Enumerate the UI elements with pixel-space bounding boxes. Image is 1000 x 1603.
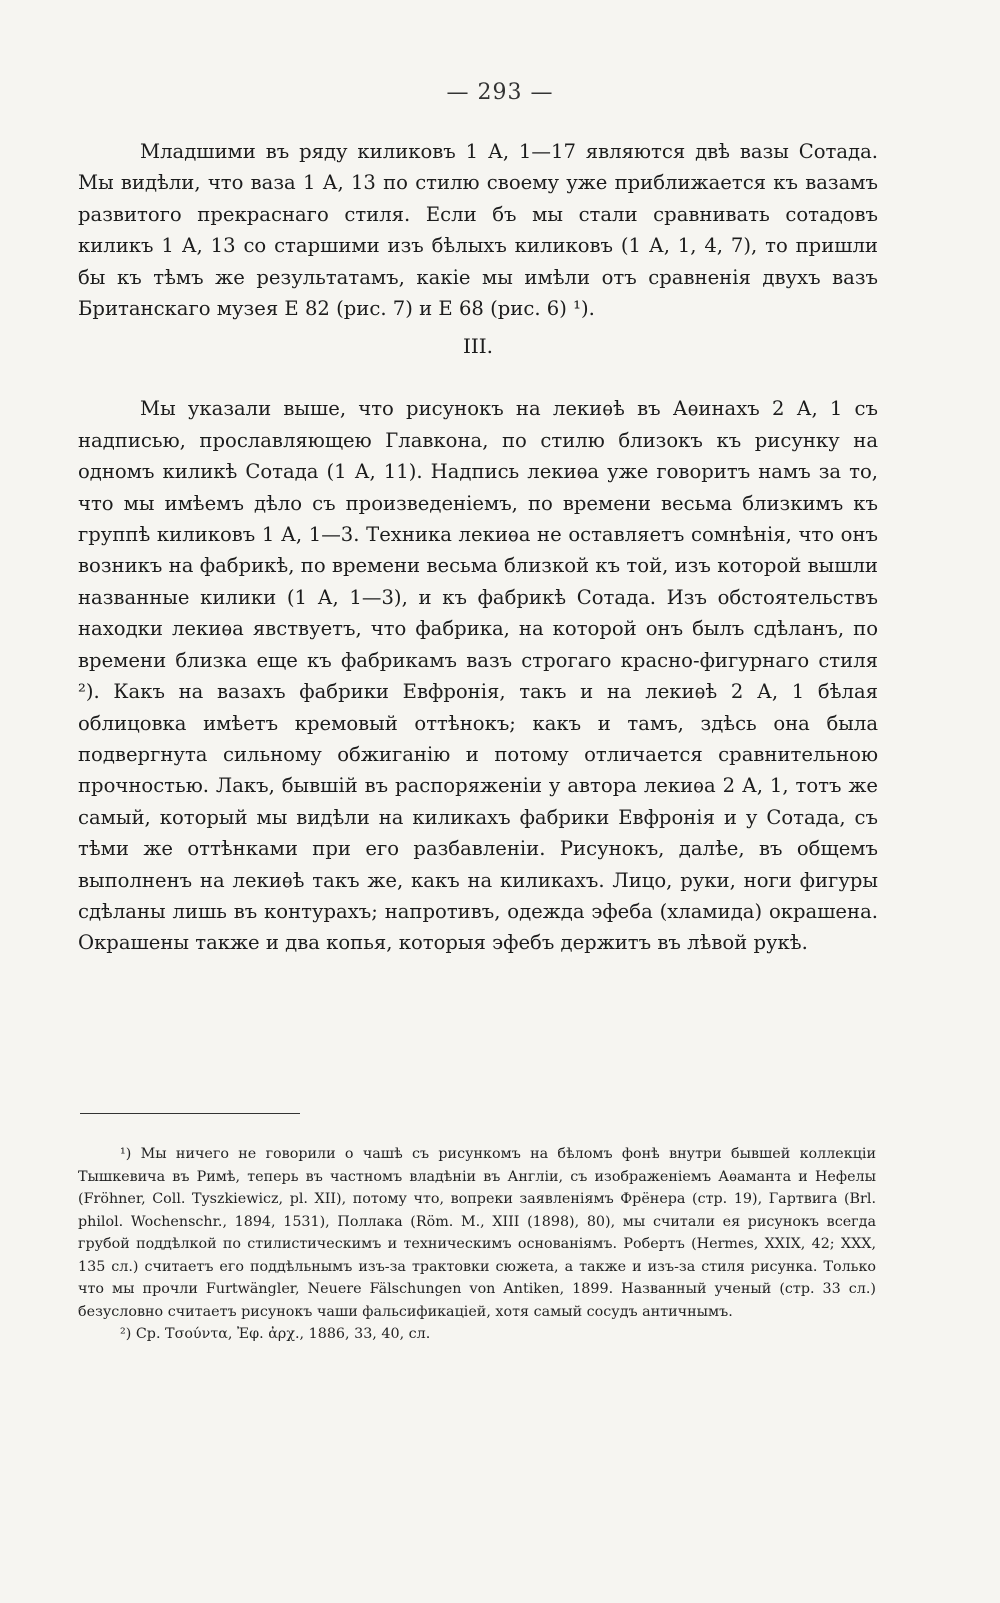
- footnote-1: ¹) Мы ничего не говорили о чашѣ съ рисункомъ на бѣломъ фонѣ внутри бывшей коллекціи Тышкевича въ Римѣ, теперь въ частномъ владѣніи въ Англіи, съ изображеніемъ Аѳаманта и Нефелы (Fröhner, Coll. Tyszkiewicz, pl. XII), потому что, вопреки заявленіямъ Фрёнера (стр. 19), Гартвига (Brl. philol. Wochenschr., 1894, 1531), Поллака (Röm. M., XIII (1898), 80), мы считали ея рисунокъ всегда грубой поддѣлкой по стилистическимъ и техническимъ основаніямъ. Робертъ (Hermes, XXIX, 42; XXX, 135 сл.) считаетъ его поддѣльнымъ изъ-за трактовки сюжета, а также и изъ-за стиля рисунка. Только что мы прочли Furtwängler, Neuere Fälschungen von Antiken, 1899. Названный ученый (стр. 33 сл.) безусловно считаетъ рисунокъ чаши фальсификаціей, хотя самый сосудъ античнымъ.: [78, 1146, 876, 1320]
- footnote-2: ²) Ср. Τσούντα, Ἐφ. ἀρχ., 1886, 33, 40, сл.: [120, 1326, 431, 1342]
- section-heading: III.: [462, 334, 494, 359]
- paragraph-1: Младшими въ ряду киликовъ 1 А, 1—17 являются двѣ вазы Сотада. Мы видѣли, что ваза 1 А, 13 по стилю своему уже приближается къ вазамъ развитого прекраснаго стиля. Если бъ мы стали сравнивать сотадовъ киликъ 1 А, 13 со старшими изъ бѣлыхъ киликовъ (1 А, 1, 4, 7), то пришли бы къ тѣмъ же результатамъ, какіе мы имѣли отъ сравненія двухъ вазъ Британскаго музея Е 82 (рис. 7) и Е 68 (рис. 6) ¹).: [78, 140, 878, 321]
- footnote-divider: [80, 1113, 300, 1114]
- page-number: — 293 —: [446, 80, 554, 105]
- paragraph-2: Мы указали выше, что рисунокъ на лекиѳѣ въ Аѳинахъ 2 А, 1 съ надписью, прославляющею Главкона, по стилю близокъ къ рисунку на одномъ киликѣ Сотада (1 А, 11). Надпись лекиѳа уже говоритъ намъ за то, что мы имѣемъ дѣло съ произведеніемъ, по времени весьма близкимъ къ группѣ киликовъ 1 А, 1—3. Техника лекиѳа не оставляетъ сомнѣнія, что онъ возникъ на фабрикѣ, по времени весьма близкой къ той, изъ которой вышли названные килики (1 А, 1—3), и къ фабрикѣ Сотада. Изъ обстоятельствъ находки лекиѳа явствуетъ, что фабрика, на которой онъ былъ сдѣланъ, по времени близка еще къ фабрикамъ вазъ строгаго красно-фигурнаго стиля ²). Какъ на вазахъ фабрики Евфронія, такъ и на лекиѳѣ 2 А, 1 бѣлая облицовка имѣетъ кремовый оттѣнокъ; какъ и тамъ, здѣсь она была подвергнута сильному обжиганію и потому отличается сравнительною прочностью. Лакъ, бывшій въ распоряженіи у автора лекиѳа 2 А, 1, тотъ же самый, который мы видѣли на киликахъ фабрики Евфронія и у Сотада, съ тѣми же оттѣнками при его разбавленіи. Рисунокъ, далѣе, въ общемъ выполненъ на лекиѳѣ такъ же, какъ на киликахъ. Лицо, руки, ноги фигуры сдѣланы лишь въ контурахъ; напротивъ, одежда эфеба (хламида) окрашена. Окрашены также и два копья, которыя эфебъ держитъ въ лѣвой рукѣ.: [78, 397, 878, 955]
- main-text: [78, 136, 878, 959]
- footnotes: [78, 1143, 876, 1346]
